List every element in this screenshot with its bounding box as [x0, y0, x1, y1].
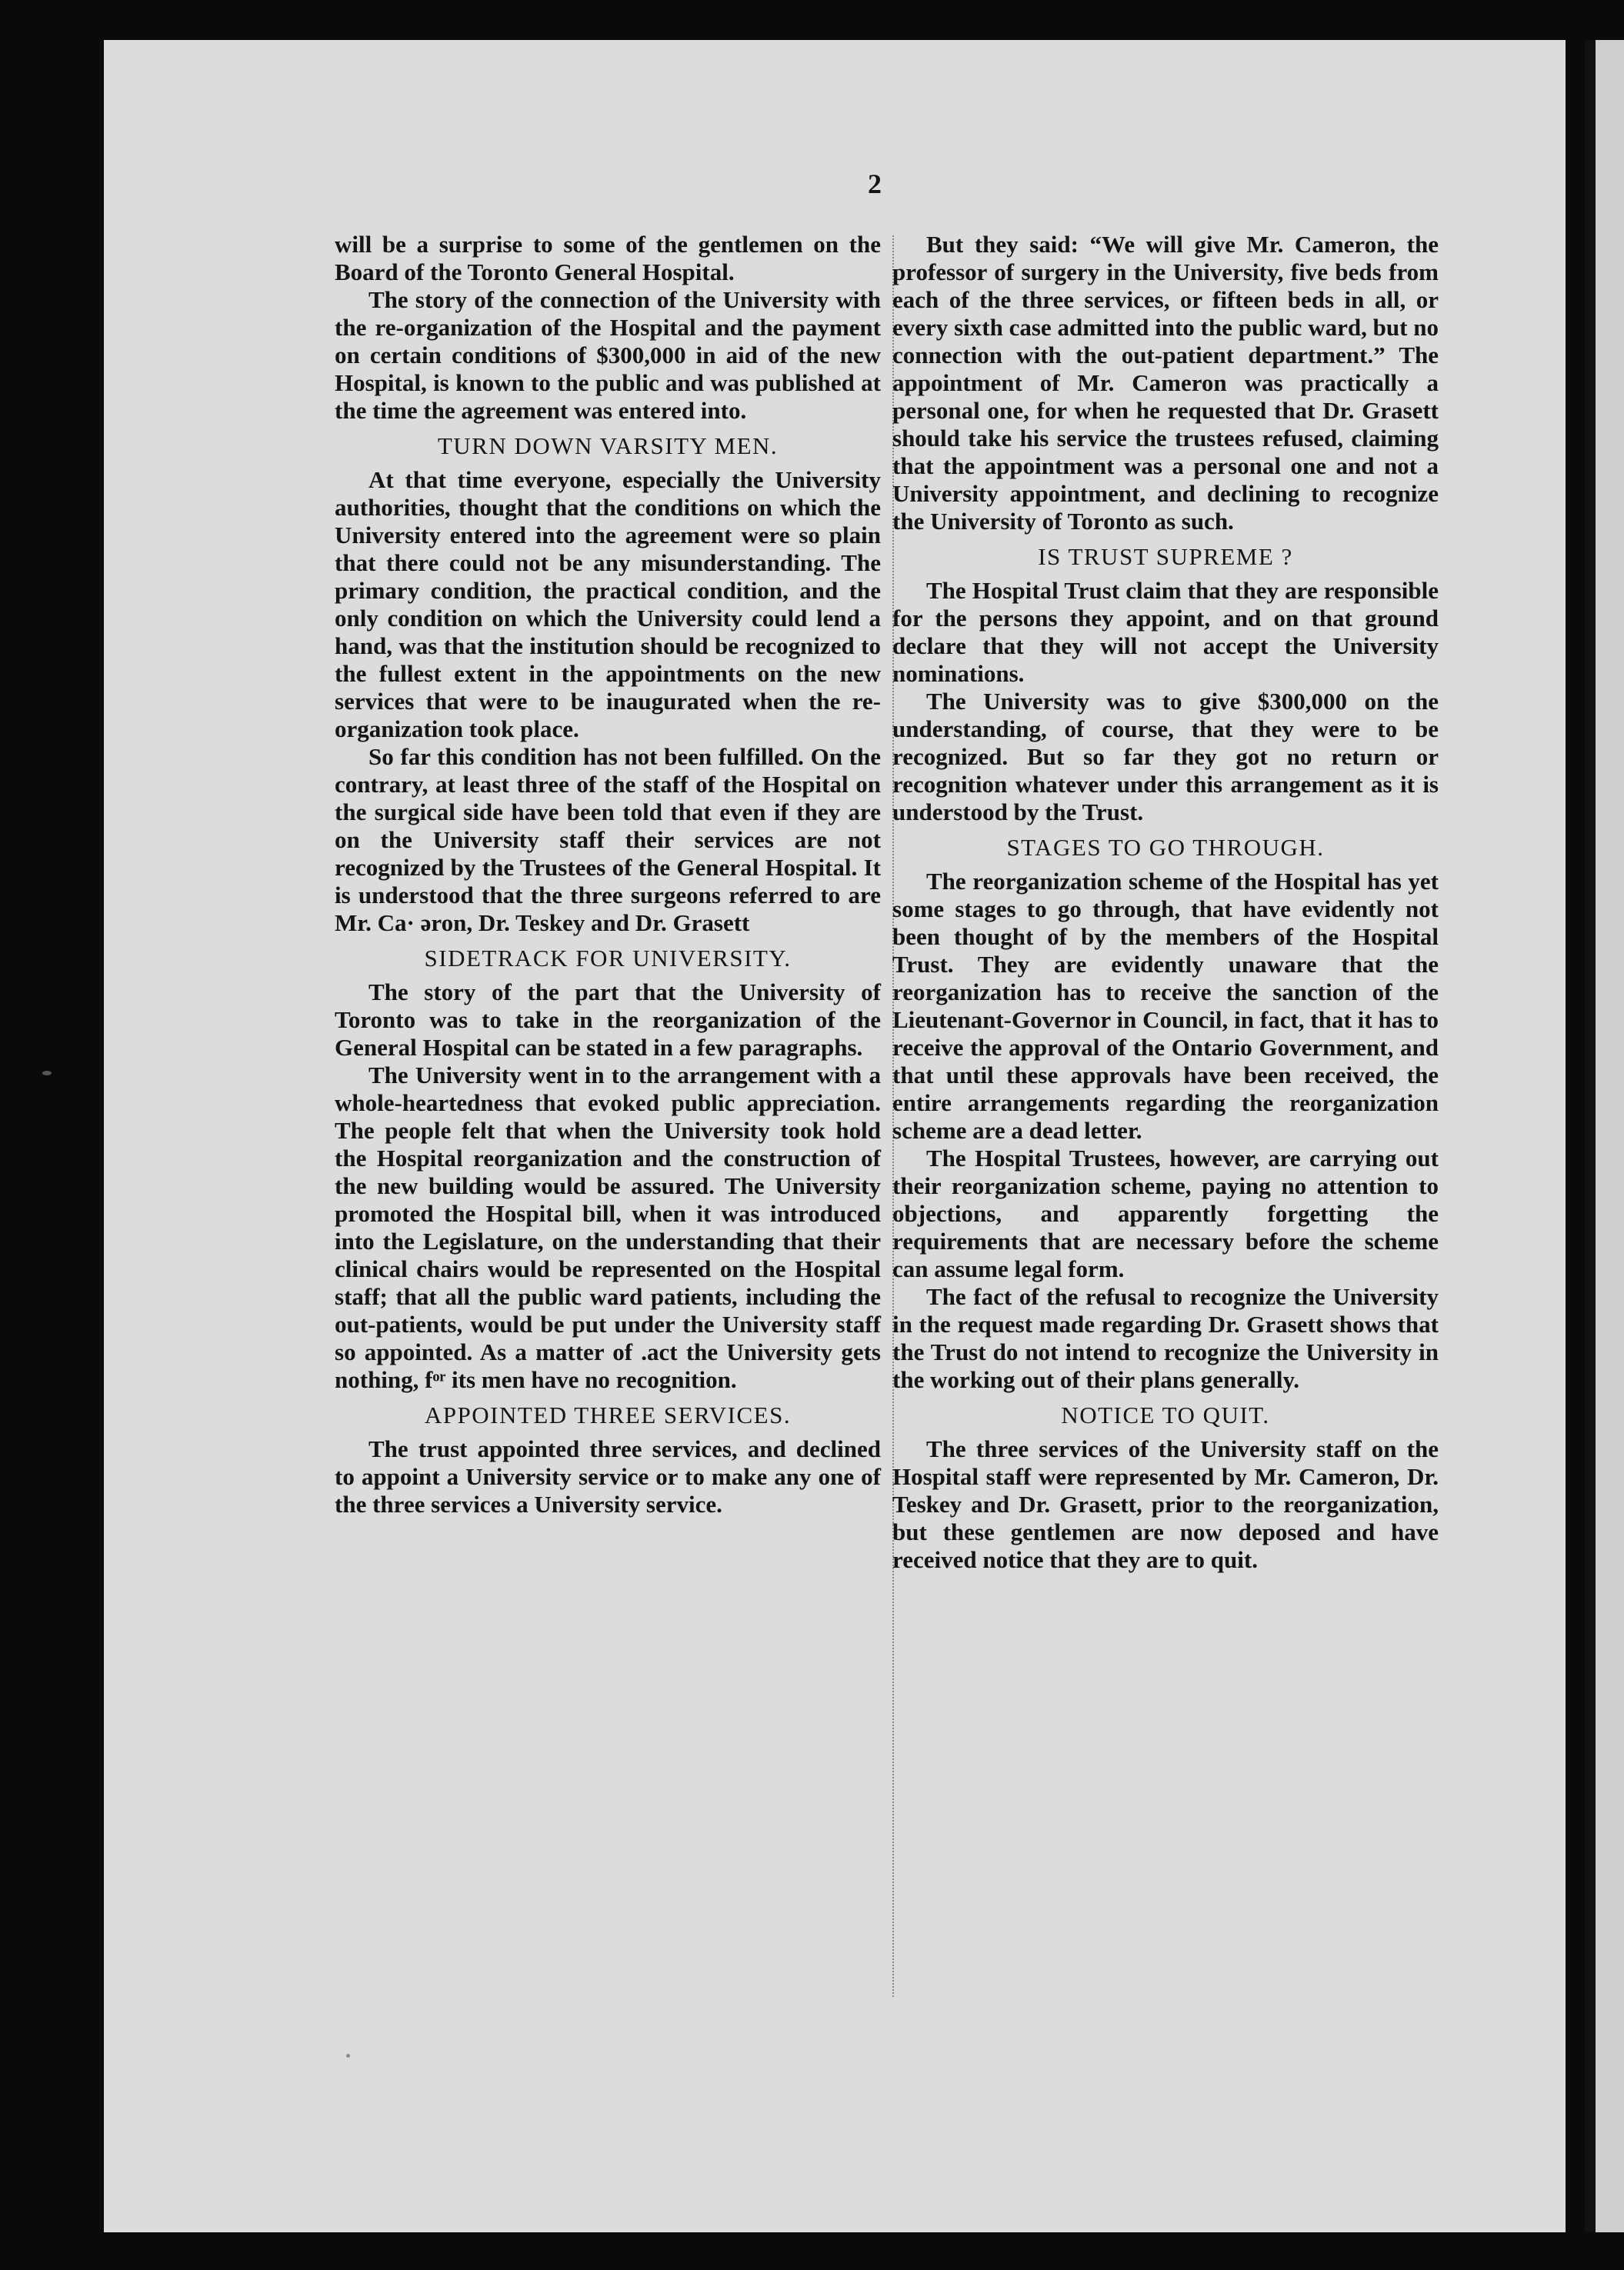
right-column: [892, 231, 1439, 1574]
section-heading: IS TRUST SUPREME ?: [1038, 543, 1293, 570]
paragraph: will be a surprise to some of the gentlemen on the Board of the Toronto General Hospital.: [335, 231, 881, 285]
paragraph: The three services of the University staff on the Hospital staff were represented by Mr. Cameron, Dr. Teskey and Dr. Grasett, prior to the reorganization, but these gentlemen are now deposed and have received notice that they are to quit.: [892, 1435, 1439, 1573]
section-heading: SIDETRACK FOR UNIVERSITY.: [424, 945, 792, 972]
page-edge-shadow: [1585, 40, 1596, 2232]
section-heading: TURN DOWN VARSITY MEN.: [437, 432, 779, 459]
paragraph: The fact of the refusal to recognize the University in the request made regarding Dr. Grasett shows that the Trust do not intend to recognize the University in the working out of their plans generally.: [892, 1283, 1439, 1393]
paragraph: The University went in to the arrangement with a whole-heartedness that evoked public appreciation. The people felt that when the University took hold the Hospital reorganization and the construction of the new building would be assured. The University promoted the Hospital bill, when it was introduced into the Legislature, on the understanding that their clinical chairs would be represented on the Hospital staff; that all the public ward patients, including the out-patients, would be put under the University staff so appointed. As a matter of .act the University gets nothing, fᵒʳ its men have no recognition.: [335, 1062, 881, 1393]
section-heading: APPOINTED THREE SERVICES.: [424, 1402, 792, 1428]
left-column: [335, 231, 881, 1518]
paragraph: The Hospital Trust claim that they are responsible for the persons they appoint, and on that ground declare that they will not accept the University nominations.: [892, 577, 1439, 687]
scan-speck: [346, 2054, 350, 2058]
paragraph: But they said: “We will give Mr. Cameron, the professor of surgery in the University, five beds from each of the three services, or fifteen beds in all, or every sixth case admitted into the public ward, but no connection with the out-patient department.” The appointment of Mr. Cameron was practically a personal one, for when he requested that Dr. Grasett should take his service the trustees refused, claiming that the appointment was a personal one and not a University appointment, and declining to recognize the University of Toronto as such.: [892, 231, 1439, 535]
next-page-strip: [1596, 40, 1624, 2232]
paragraph: So far this condition has not been fulfilled. On the contrary, at least three of the staff of the Hospital on the surgical side have been told that even if they are on the University staff their services are not recognized by the Trustees of the General Hospital. It is understood that the three surgeons referred to are Mr. Ca· əron, Dr. Teskey and Dr. Grasett: [335, 743, 881, 936]
paragraph: The trust appointed three services, and declined to appoint a University service or to make any one of the three services a University service.: [335, 1435, 881, 1518]
section-heading: STAGES TO GO THROUGH.: [1006, 834, 1325, 861]
paragraph: The Hospital Trustees, however, are carrying out their reorganization scheme, paying no attention to objections, and apparently forgetting the requirements that are necessary before the scheme can assume legal form.: [892, 1145, 1439, 1282]
page-number: 2: [868, 168, 882, 199]
scan-speck: [42, 1071, 52, 1075]
paragraph: The reorganization scheme of the Hospital has yet some stages to go through, that have evidently not been thought of by the members of the Hospital Trust. They are evidently unaware that the reorganization has to receive the sanction of the Lieutenant-Governor in Council, in fact, that it has to receive the approval of the Ontario Government, and that until these approvals have been received, the entire arrangements regarding the reorganization scheme are a dead letter.: [892, 868, 1439, 1144]
paragraph: The story of the part that the University of Toronto was to take in the reorganization of the General Hospital can be stated in a few paragraphs.: [335, 978, 881, 1061]
section-heading: NOTICE TO QUIT.: [1061, 1402, 1270, 1428]
paragraph: At that time everyone, especially the University authorities, thought that the conditions on which the University entered into the agreement were so plain that there could not be any misunderstanding. The primary condition, the practical condition, and the only condition on which the University could lend a hand, was that the institution should be recognized to the fullest extent in the appointments on the new services that were to be inaugurated when the re-organization took place.: [335, 466, 881, 742]
paragraph: The story of the connection of the University with the re-organization of the Hospital and the payment on certain conditions of $300,000 in aid of the new Hospital, is known to the public and was published at the time the agreement was entered into.: [335, 286, 881, 424]
paragraph: The University was to give $300,000 on the understanding, of course, that they were to be recognized. But so far they got no return or recognition whatever under this arrangement as it is understood by the Trust.: [892, 688, 1439, 825]
